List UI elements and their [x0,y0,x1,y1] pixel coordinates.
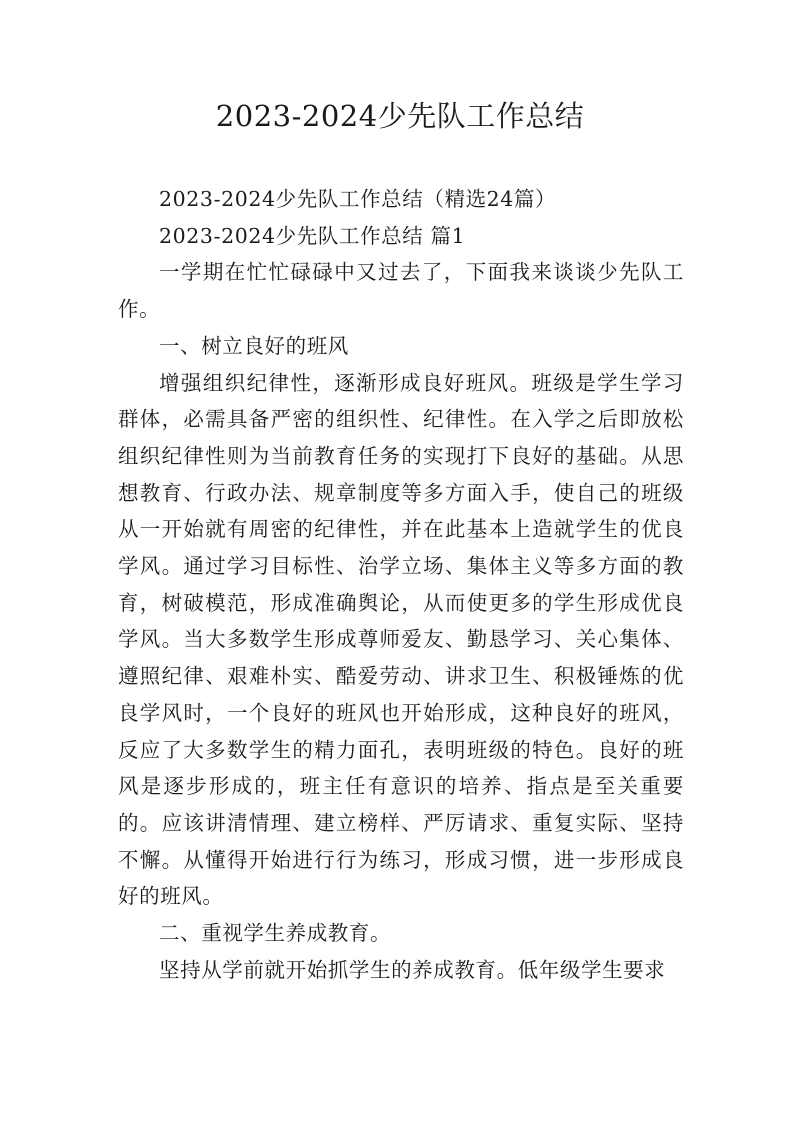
paragraph-section-heading: 2023-2024少先队工作总结 篇1 [159,223,466,248]
document-body [118,181,684,988]
paragraph-subtitle: 2023-2024少先队工作总结（精选24篇） [159,187,557,211]
paragraph-intro: 一学期在忙忙碌碌中又过去了，下面我来谈谈少先队工作。 [118,260,684,322]
paragraph-heading-2: 二、重视学生养成教育。 [159,921,392,946]
paragraph-body-1: 增强组织纪律性，逐渐形成良好班风。班级是学生学习群体，必需具备严密的组织性、纪律性。在入学之后即放松组织纪律性则为当前教育任务的实现打下良好的基础。从思想教育、行政办法、规章制度等多方面入手，使自己的班级从一开始就有周密的纪律性，并在此基本上造就学生的优良学风。通过学习目标性、治学立场、集体主义等多方面的教育，树破模范，形成准确舆论，从而使更多的学生形成优良学风。当大多数学生形成尊师爱友、勤恳学习、关心集体、遵照纪律、艰难朴实、酷爱劳动、讲求卫生、积极锤炼的优良学风时，一个良好的班风也开始形成，这种良好的班风，反应了大多数学生的精力面孔，表明班级的特色。良好的班风是逐步形成的，班主任有意识的培养、指点是至关重要的。应该讲清情理、建立榜样、严厉请求、重复实际、坚持不懈。从懂得开始进行行为练习，形成习惯，进一步形成良好的班风。 [118,370,684,909]
paragraph-body-2: 坚持从学前就开始抓学生的养成教育。低年级学生要求 [159,957,666,982]
paragraph-heading-1: 一、树立良好的班风 [159,333,349,358]
document-title: 2023-2024少先队工作总结 [215,99,585,133]
